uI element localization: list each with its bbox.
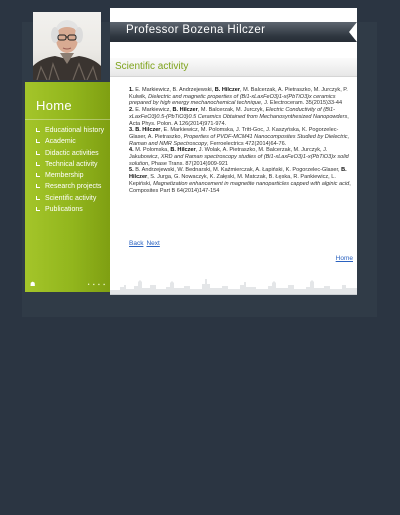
title-bar <box>110 22 357 42</box>
sidebar-item-academic[interactable]: Academic <box>25 136 110 147</box>
section-header <box>110 58 357 77</box>
list-item: 1. E. Markiewicz, B. Andrzejewski, B. Hilczer, M. Balcerzak, A. Pietraszko, M. Jurczyk, P. Kulwik, Dielectric and magnetic properties of (Bi1-xLaxFeO3)1-x(PbTiO3)x ceramics prepared by high energy mechanochemical technique, J. Electroceram. 35(2015)33-44 <box>129 87 348 107</box>
pager <box>129 240 163 247</box>
sidebar <box>25 82 110 292</box>
profile-photo <box>33 12 101 80</box>
list-item: 4. M. Polomska, B. Hilczer, J. Wolak, A. Pietraszko, M. Balcerzak, M. Jurczyk, J. Jakubowicz, XRD and Raman spectroscopy studies of (Bi1-xLaxFeO3)1-x(PbTiO3)x solid solution, Phase Trans. 87(2014)909-921 <box>129 147 349 167</box>
section-title: Scientific activity <box>115 61 189 72</box>
home-link[interactable]: Home <box>335 255 353 262</box>
title-bar-notch <box>349 22 357 42</box>
sidebar-item-membership[interactable]: Membership <box>25 170 110 181</box>
next-link[interactable]: Next <box>146 240 160 247</box>
sidebar-item-scientific-activity[interactable]: Scientific activity <box>25 193 110 204</box>
portrait-image <box>33 12 101 80</box>
city-skyline-decoration <box>110 276 357 294</box>
sidebar-item-educational-history[interactable]: Educational history <box>25 125 110 136</box>
list-item: 2. E. Markiewicz, B. Hilczer, M. Balcerzak, M. Jurczyk, Electric Conductivity of (Bi1-xLaxFeO3)0.5-(PbTiO3)0.5 Ceramics Obtained from Mechanosynthesized Nanopowders, Acta Phys. Polon. A 126(2014)971-974. <box>129 107 349 127</box>
list-item: 3. B. Hilczer, E. Markiewicz, M. Polomska, J. Tritt-Goc, J. Kaszyńska, K. Pogorzelec-Glaser, A. Pietraszko, Properties of PVDF-MCM41 Nanocomposites Studied by Dielectric, Raman and NMR Spectroscopy, Ferroelectrics 472(2014)64-76. <box>129 127 350 147</box>
sidebar-footer-icons: • ▪ ▪ ▪ <box>87 282 106 288</box>
main-content <box>110 42 357 295</box>
sidebar-item-research-projects[interactable]: Research projects <box>25 181 110 192</box>
back-link[interactable]: Back <box>129 240 144 247</box>
sidebar-divider <box>25 119 110 120</box>
list-item: 5. B. Andrzejewski, W. Bednarski, M. Kaźmierczak, A. Łapiński, K. Pogorzelec-Glaser, B. Hilczer, S. Jurga, G. Nowaczyk, K. Załęski, M. Matczak, B. Łęska, R. Pankiewicz, L. Kepiński, Magnetization enhancement in magnetite nanoparticles capped with alginic acid, Composites Part B 64(2014)147-154 <box>129 167 351 194</box>
sidebar-nav <box>25 125 110 215</box>
publication-list <box>129 87 351 194</box>
sidebar-item-technical-activity[interactable]: Technical activity <box>25 159 110 170</box>
sidebar-home-title[interactable]: Home <box>36 98 72 113</box>
home-mark-icon: ☗ <box>30 282 36 288</box>
sidebar-item-publications[interactable]: Publications <box>25 204 110 215</box>
header-strip <box>110 8 357 22</box>
sidebar-item-didactic-activities[interactable]: Didactic activities <box>25 148 110 159</box>
page-title: Professor Bozena Hilczer <box>126 24 266 36</box>
